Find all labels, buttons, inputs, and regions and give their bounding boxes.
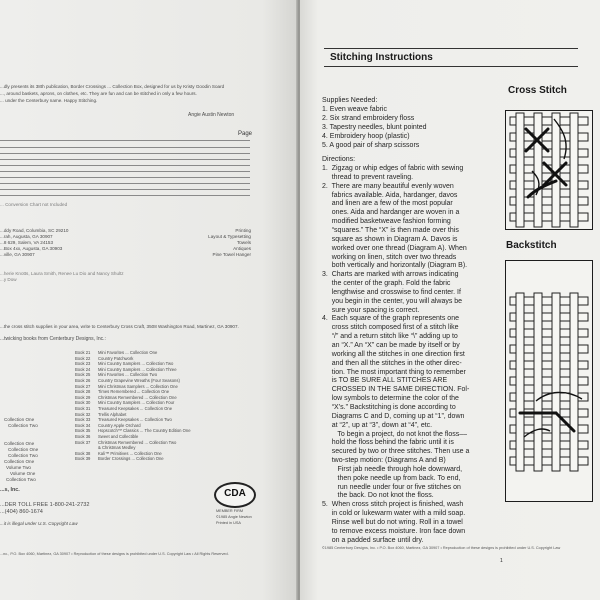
book-title: Mini Country Samplers ... Collection Four bbox=[98, 400, 175, 406]
direction-line: the center of the graph. Fold the fabric bbox=[322, 280, 451, 288]
models-note: ...herie Knotts, Laura Smith, Renee Lu Dio and Nancy Shultz bbox=[0, 271, 124, 276]
book-title: Mini Favorites ... Collection One bbox=[98, 350, 158, 355]
book-number: Book 29 bbox=[75, 394, 91, 400]
direction-line: 4. Each square of the graph represents one bbox=[322, 315, 459, 323]
diagram-title-backstitch: Backstitch bbox=[506, 240, 557, 251]
book-title: Treasured Keepsakes ... Collection Two bbox=[98, 417, 172, 423]
toc-rule bbox=[0, 140, 250, 141]
direction-line: is TO BE SURE ALL STITCHES ARE bbox=[322, 377, 448, 385]
left-page bbox=[0, 0, 298, 600]
direction-line: ones. Aida and hardanger are woven in a bbox=[322, 209, 460, 217]
supply-item: 3. Tapestry needles, blunt pointed bbox=[322, 124, 427, 131]
right-page bbox=[300, 0, 600, 600]
direction-line: 2. There are many beautiful evenly woven bbox=[322, 182, 454, 190]
direction-line: hold the floss behind the fabric until it is bbox=[322, 439, 454, 447]
book-left: Collection Two bbox=[6, 477, 36, 482]
books-heading: ...twicking books from Centerbury Designs, Inc.: bbox=[0, 336, 106, 342]
book-number: Book 30 bbox=[75, 400, 91, 406]
direction-line: Diagrams C and D, coming up at “1”, down bbox=[322, 412, 465, 420]
book-number: Book 38 bbox=[75, 450, 91, 456]
page-title: Stitching Instructions bbox=[330, 52, 433, 63]
order-line: ...(404) 860-1674 bbox=[0, 509, 43, 515]
supply-item: 4. Embroidery hoop (plastic) bbox=[322, 133, 410, 140]
book-number: Book 23 bbox=[75, 361, 91, 367]
book-number: Book 37 bbox=[75, 439, 91, 445]
intro-line: ... under the Centerbury name. Happy Stitching. bbox=[0, 98, 98, 103]
right-footer: ©1985 Centerbury Designs, Inc. • P.O. Box 4060, Martinez, GA 30907 • Reproduction of these designs is prohibited under U.S. Copyright Law bbox=[322, 546, 561, 550]
book-left: Collection Two bbox=[8, 423, 38, 428]
direction-line: square as shown in Diagram A. Davos is bbox=[322, 235, 458, 243]
book-title: Treasured Keepsakes ... Collection One bbox=[98, 406, 173, 411]
direction-line: CROSSED IN THE SAME DIRECTION. Fol- bbox=[322, 386, 470, 394]
direction-line: “/” and a return stitch like “\” adding up to bbox=[322, 333, 458, 341]
book-title: Kali™ Primitives ... Collection One bbox=[98, 450, 162, 456]
toc-rule bbox=[0, 171, 250, 172]
book-number: Book 39 bbox=[75, 456, 91, 462]
credit-left: ...ddy Road, Columbia, SC 29210 bbox=[0, 228, 69, 233]
book-number: Book 27 bbox=[75, 383, 91, 389]
book-title: Mini Country Samplers ... Collection Three bbox=[98, 366, 177, 372]
intro-line: ...dly presents its 38th publication, Border Crossings ... Collection Box, designed for us by Kristy Goodin Soard bbox=[0, 84, 225, 89]
toc-rule bbox=[0, 147, 250, 148]
order-line: ...DER TOLL FREE 1-800-241-2732 bbox=[0, 502, 90, 508]
book-left: Collection One bbox=[4, 459, 35, 464]
copyright-note: ...it is illegal under U.S. Copyright Law bbox=[0, 521, 78, 526]
direction-line: then poke needle up from back. To end, bbox=[322, 474, 461, 482]
toc-rule bbox=[0, 183, 250, 184]
supply-item: 1. Even weave fabric bbox=[322, 106, 387, 113]
direction-line: at “2”, up at “3”, down at “4”, etc. bbox=[322, 421, 433, 429]
direction-line: sure your spacing is correct. bbox=[322, 306, 420, 314]
book-title: Country Apple Orchard bbox=[98, 422, 141, 428]
book-number: Book 25 bbox=[75, 372, 91, 378]
book-title: Country Patchwork bbox=[98, 355, 134, 361]
direction-line: 5. When cross stitch project is finished, wash bbox=[322, 501, 464, 509]
credit-left: ...Box 4xx, Augusta, GA 30903 bbox=[0, 246, 63, 251]
signature: Angie Austin Newton bbox=[188, 112, 235, 118]
toc-rule bbox=[0, 165, 250, 166]
title-rule-bottom bbox=[324, 66, 578, 67]
direction-line: two-step motion: (Diagrams A and B) bbox=[322, 457, 446, 465]
toc-rule bbox=[0, 177, 250, 178]
direction-line: thread to prevent raveling. bbox=[322, 173, 414, 181]
toc-rule bbox=[0, 189, 250, 190]
book-number: Book 35 bbox=[75, 428, 91, 434]
directions-heading: Directions: bbox=[322, 156, 356, 163]
direction-line: cross stitch composed first of a stitch like bbox=[322, 324, 459, 332]
book-left: Collection One bbox=[4, 417, 35, 422]
direction-line: and then all the stitches in the other direc- bbox=[322, 359, 462, 367]
direction-line: on a padded surface until dry. bbox=[322, 536, 424, 544]
direction-line: “squares.” The “X” is then made over this bbox=[322, 226, 459, 234]
book-number: Book 22 bbox=[75, 355, 91, 361]
toc-rule bbox=[0, 159, 250, 160]
direction-line: to remove excess moisture. Iron face down bbox=[322, 527, 466, 535]
book-title: Mini Christmas Samplers ... Collection One bbox=[98, 383, 178, 389]
models-note: ...y Dow bbox=[0, 277, 17, 282]
direction-line: you begin in the center, you will always be bbox=[322, 297, 463, 305]
credit-left: ...8 629, Salem, VA 24153 bbox=[0, 240, 54, 245]
book-number: Book 34 bbox=[75, 422, 91, 428]
book-title: & Christmas Medley bbox=[98, 445, 136, 451]
direction-line: an “X.” An “X” can be made by itself or by bbox=[322, 342, 460, 349]
direction-line: run needle under four or five stitches on bbox=[322, 483, 461, 491]
book-number: Book 32 bbox=[75, 411, 91, 417]
book-left: Collection One bbox=[4, 441, 35, 446]
book-number: Book 31 bbox=[75, 406, 91, 411]
direction-line: Rinse well but do not wring. Roll in a towel bbox=[322, 519, 463, 526]
credit-right: Pine Towel Hanger bbox=[212, 252, 251, 257]
direction-line: both vertically and horizontally (Diagram B). bbox=[322, 262, 468, 270]
conversion-note: ... Conversion Chart not Included bbox=[0, 202, 68, 207]
backstitch-illustration bbox=[506, 261, 592, 501]
intro-line: ..., around baskets, aprons, on clothes, etc. They are fun and can be stitched in only a few hours. bbox=[0, 91, 197, 96]
direction-line: First jab needle through hole downward, bbox=[322, 465, 463, 473]
toc-rule bbox=[0, 195, 250, 196]
credit-right: Towels bbox=[236, 240, 251, 245]
book-left: Collection One bbox=[8, 447, 39, 452]
book-number: Book 36 bbox=[75, 434, 91, 439]
direction-line: lengthwise and crosswise to find center. If bbox=[322, 288, 461, 296]
supply-item: 2. Six strand embroidery floss bbox=[322, 115, 415, 122]
direction-line: working on linen, stitch over two threads bbox=[322, 253, 457, 261]
book-title: Mini Country Samplers ... Collection Two bbox=[98, 361, 174, 367]
credit-right: Layout & Typesetting bbox=[208, 234, 251, 239]
direction-line: “X’s.” Backstitching is done according to bbox=[322, 403, 456, 411]
direction-line: low symbols to determine the color of the bbox=[322, 395, 459, 403]
book-number: Book 33 bbox=[75, 417, 91, 423]
book-number: Book 24 bbox=[75, 366, 91, 372]
cda-caption: Printed in USA bbox=[216, 521, 241, 525]
credit-right: Printing bbox=[235, 228, 251, 233]
book-title: Christmas Remembered ... Collection One bbox=[98, 394, 177, 400]
direction-line: tion. The most important thing to remember bbox=[322, 368, 466, 376]
direction-line: 3. Charts are marked with arrows indicating bbox=[322, 271, 459, 279]
direction-line: 1. Zigzag or whip edges of fabric with sewing bbox=[322, 165, 464, 172]
book-number: Book 28 bbox=[75, 389, 91, 395]
direction-line: and linen are a few of the most popular bbox=[322, 200, 453, 208]
direction-line: in cold or lukewarm water with a mild soap. bbox=[322, 510, 466, 518]
company: ...s, Inc. bbox=[0, 487, 20, 493]
cda-caption: MEMBER FIRM bbox=[216, 509, 243, 513]
supplies-heading: Supplies Needed: bbox=[322, 97, 378, 104]
direction-line: worked over one thread (Diagram A). When bbox=[322, 244, 467, 252]
page-number: 1 bbox=[500, 558, 503, 564]
book-title: Christmas Remembered ... Collection Two bbox=[98, 439, 177, 445]
toc-rule bbox=[0, 153, 250, 154]
book-number: Book 26 bbox=[75, 378, 91, 383]
book-title: Hopscotch™ Classics ... The Country Edition One bbox=[98, 428, 191, 434]
title-rule-top bbox=[324, 48, 578, 49]
backstitch-diagram bbox=[505, 260, 593, 502]
direction-line: the back. Do not knot the floss. bbox=[322, 492, 434, 500]
book-title: Border Crossings ... Collection One bbox=[98, 456, 164, 462]
credit-left: ...ville, GA 30907 bbox=[0, 252, 35, 257]
credit-left: ...rah, Augusta, GA 30907 bbox=[0, 234, 53, 239]
book-left: Volume One bbox=[10, 471, 36, 476]
direction-line: secured by two or three stitches. Then use a bbox=[322, 448, 470, 456]
direction-line: modified basketweave fashion forming bbox=[322, 218, 451, 226]
cda-caption: ©1985 Angie Newton bbox=[216, 515, 252, 519]
supplies-note: ...the cross stitch supplies in your area, write to Centerbury Cross Craft, 3508 Washington Road, Martinez, GA 30907. bbox=[0, 324, 239, 329]
cross-stitch-diagram bbox=[505, 110, 593, 230]
book-title: Sweet and Collectible bbox=[98, 434, 139, 439]
supply-item: 5. A good pair of sharp scissors bbox=[322, 142, 420, 149]
book-left: Collection Two bbox=[8, 453, 38, 458]
toc-heading: Page bbox=[238, 131, 253, 137]
book-title: Times Remembered ... Collection One bbox=[98, 389, 170, 395]
book-number: Book 21 bbox=[75, 350, 91, 355]
cda-logo: CDA bbox=[214, 482, 256, 508]
direction-line: working all the stitches in one direction first bbox=[322, 350, 465, 358]
book-title: Country Grapevine Wreaths (Four Seasons) bbox=[98, 378, 180, 383]
book-left: Volume Two bbox=[6, 465, 31, 470]
cross-stitch-illustration bbox=[506, 111, 592, 229]
diagram-title-cross-stitch: Cross Stitch bbox=[508, 85, 567, 96]
credit-right: Antiques bbox=[233, 246, 251, 251]
book-title: Mini Favorites ... Collection Two bbox=[98, 372, 158, 378]
direction-line: To begin a project, do not knot the floss–– bbox=[322, 430, 468, 438]
book-title: Trellis Alphabet bbox=[98, 411, 127, 417]
direction-line: fabrics available. Aida, hardanger, davos bbox=[322, 191, 458, 199]
left-footer: ...nc., P.O. Box 4060, Martinez, GA 30907 • Reproduction of these designs is prohibited under U.S. Copyright Law • All Rights Reserved. bbox=[0, 552, 229, 556]
